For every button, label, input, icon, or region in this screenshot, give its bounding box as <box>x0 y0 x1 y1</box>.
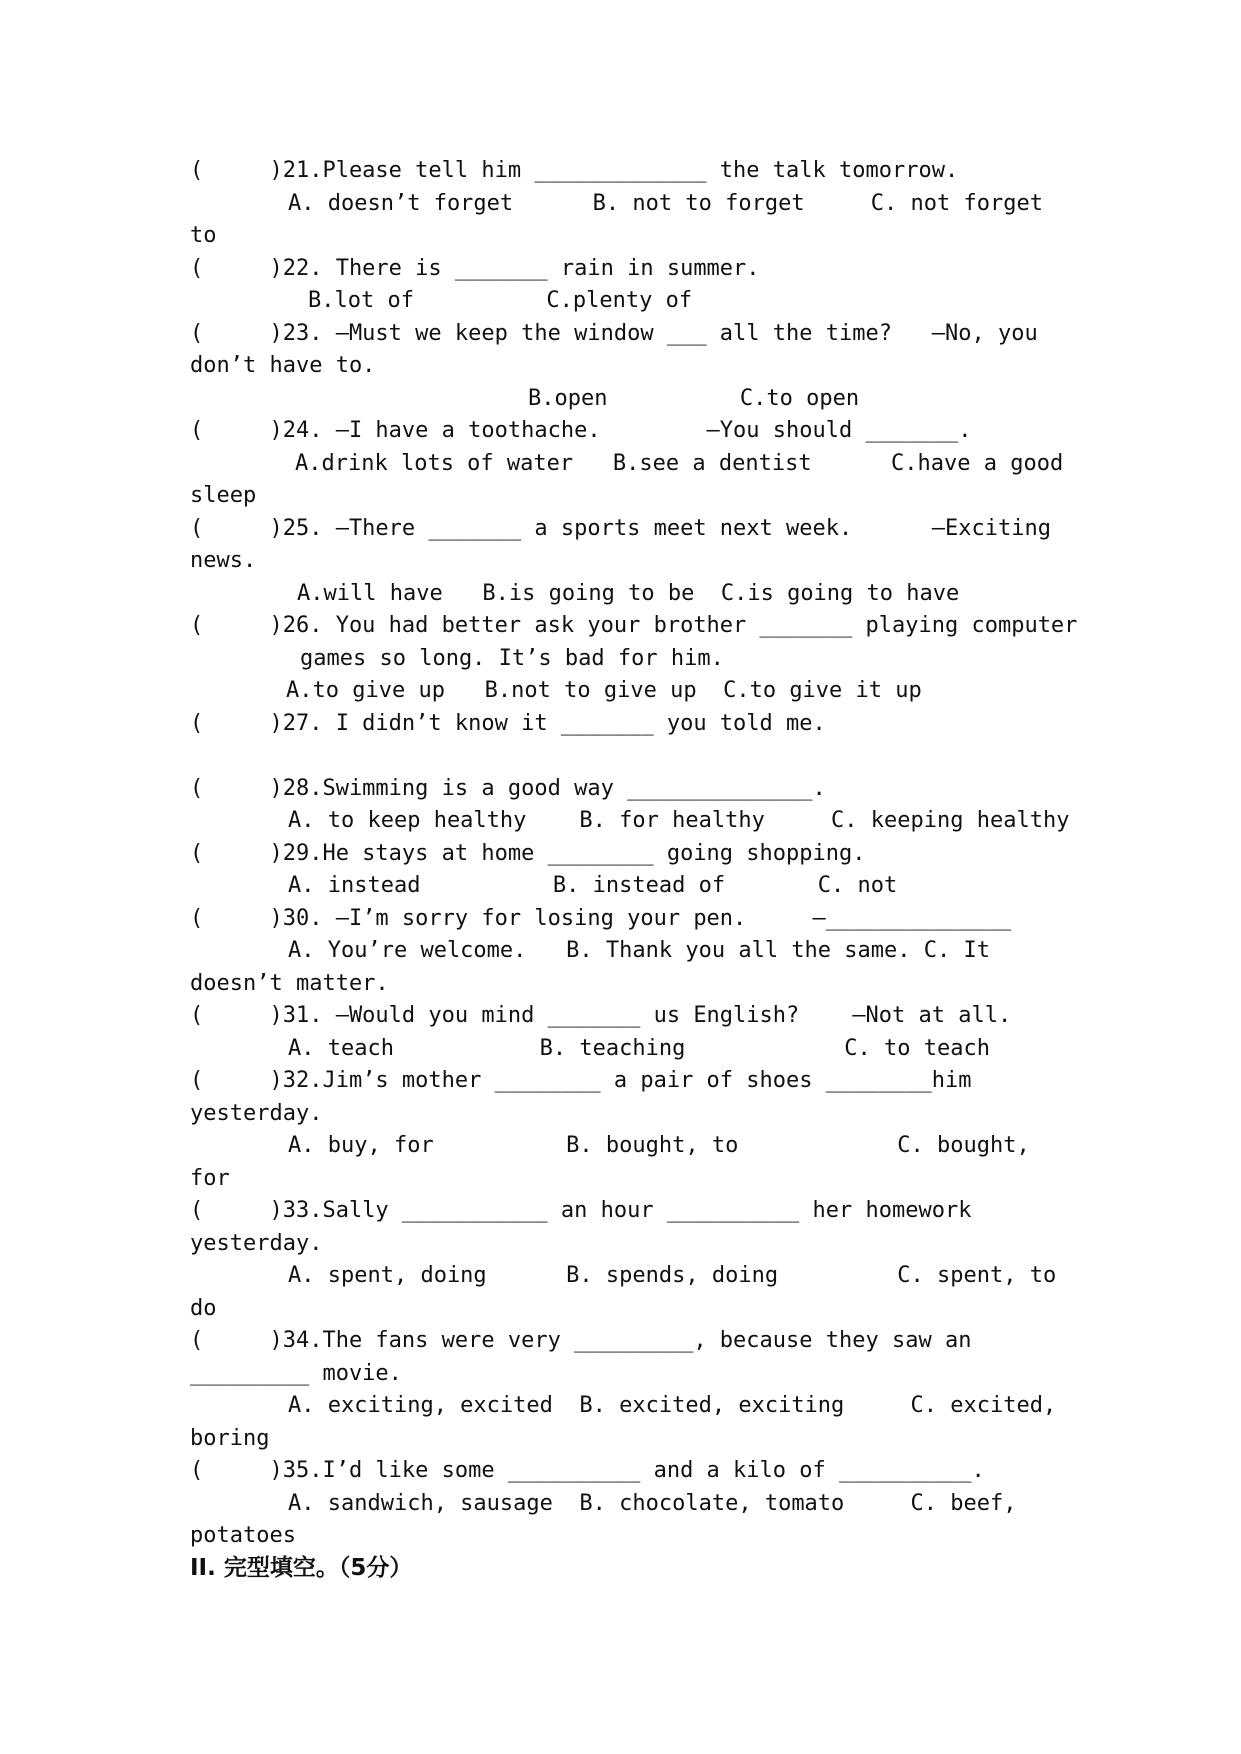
text-line: to <box>190 223 217 248</box>
text-line: ( )30. —I’m sorry for losing your pen. —______________ <box>190 906 1012 931</box>
text-line: ( )26. You had better ask your brother _______ playing computer <box>190 613 1078 638</box>
text-line: ( )24. —I have a toothache. —You should _______. <box>190 418 972 443</box>
text-line: B.open C.to open <box>528 386 860 411</box>
text-line: ( )33.Sally ___________ an hour __________ her homework <box>190 1198 972 1223</box>
text-line: don’t have to. <box>190 353 376 378</box>
text-line: A. spent, doing B. spends, doing C. spent, to <box>288 1263 1057 1288</box>
text-line: ( )27. I didn’t know it _______ you told me. <box>190 711 826 736</box>
text-line: yesterday. <box>190 1101 323 1126</box>
text-line: ( )25. —There _______ a sports meet next week. —Exciting <box>190 516 1051 541</box>
text-line: B.lot of C.plenty of <box>308 288 693 313</box>
text-line: _________ movie. <box>190 1361 402 1386</box>
text-line: A. instead B. instead of C. not <box>288 873 898 898</box>
text-line: sleep <box>190 483 257 508</box>
text-line: A. exciting, excited B. excited, exciting C. excited, <box>288 1393 1057 1418</box>
text-line: do <box>190 1296 217 1321</box>
text-line: boring <box>190 1426 270 1451</box>
text-line: ( )28.Swimming is a good way ______________. <box>190 776 826 801</box>
text-line: A. sandwich, sausage B. chocolate, tomato C. beef, <box>288 1491 1017 1516</box>
text-line: A. buy, for B. bought, to C. bought, <box>288 1133 1030 1158</box>
text-line: ( )23. —Must we keep the window ___ all the time? —No, you <box>190 321 1038 346</box>
text-line: ( )34.The fans were very _________, because they saw an <box>190 1328 972 1353</box>
text-line: yesterday. <box>190 1231 323 1256</box>
text-line: A.will have B.is going to be C.is going to have <box>297 581 960 606</box>
text-line: A.drink lots of water B.see a dentist C.have a good <box>295 451 1064 476</box>
text-line: ( )29.He stays at home ________ going shopping. <box>190 841 866 866</box>
text-line: ( )21.Please tell him _____________ the talk tomorrow. <box>190 158 959 183</box>
text-line: A.to give up B.not to give up C.to give it up <box>286 678 922 703</box>
text-line: A. teach B. teaching C. to teach <box>288 1036 990 1061</box>
text-line: A. doesn’t forget B. not to forget C. not forget <box>288 191 1043 216</box>
text-line: games so long. It’s bad for him. <box>300 646 724 671</box>
text-line: news. <box>190 548 257 573</box>
text-line: ( )31. —Would you mind _______ us English? —Not at all. <box>190 1003 1012 1028</box>
text-line: A. to keep healthy B. for healthy C. keeping healthy <box>288 808 1070 833</box>
text-line: ( )35.I’d like some __________ and a kilo of __________. <box>190 1458 985 1483</box>
text-line: A. You’re welcome. B. Thank you all the same. C. It <box>288 938 990 963</box>
text-line: potatoes <box>190 1523 296 1548</box>
text-line: ( )32.Jim’s mother ________ a pair of shoes ________him <box>190 1068 972 1093</box>
section-heading: II. 完型填空。（5分） <box>190 1555 413 1581</box>
text-line: doesn’t matter. <box>190 971 389 996</box>
text-line: ( )22. There is _______ rain in summer. <box>190 256 760 281</box>
text-line: for <box>190 1166 230 1191</box>
